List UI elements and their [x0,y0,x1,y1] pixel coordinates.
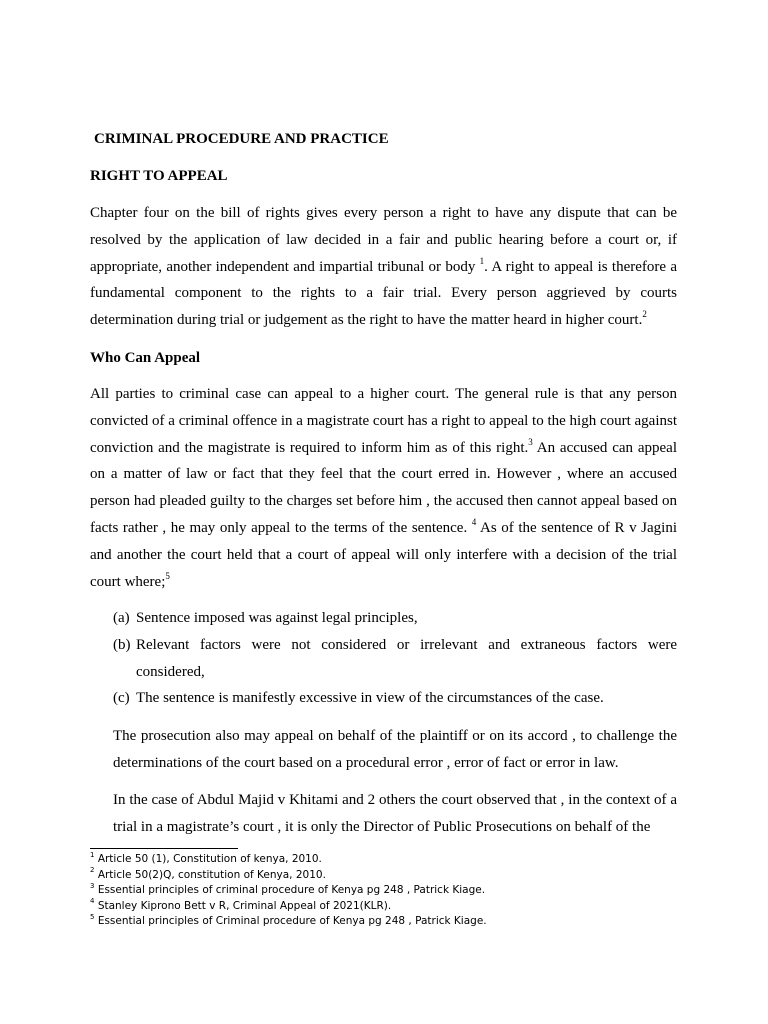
footnote-text: Essential principles of criminal procedure of Kenya pg 248 , Patrick Kiage. [97,884,486,896]
paragraph-text: Chapter four on the bill of rights gives every person a right to have any dispute that can be resolved by the application of law decided in a fair and public hearing before a court or, if appropriate, another independent and impartial tribunal or body [90,205,677,275]
footnote-number: 2 [90,866,95,874]
paragraph-right-to-appeal [90,200,677,334]
footnote-text: Stanley Kiprono Bett v R, Criminal Appeal of 2021(KLR). [97,899,392,912]
footnote-text: Essential principles of Criminal procedure of Kenya pg 248 , Patrick Kiage. [97,915,487,927]
footnote-item [90,868,690,884]
paragraph-text: An accused can appeal on a matter of law or fact that they feel that the court erred in. However , where an accused person had pleaded guilty to the charges set before him , the accused then cannot appeal based on facts rather , he may only appeal to the terms of the sentence. [90,439,678,536]
footnote-ref[interactable]: 1 [479,255,485,266]
footnote-number: 1 [90,850,95,859]
footnote-ref[interactable]: 3 [528,436,533,447]
footnote-number: 5 [90,912,95,921]
heading-right-to-appeal: RIGHT TO APPEAL [90,168,228,184]
paragraph-text: . A right to appeal is therefore a fundamental component to the rights to a fair trial. Every person aggrieved by courts determination during trial or judgement as the right to have the matter heard in higher court. [90,258,677,329]
paragraph-text: All parties to criminal case can appeal to a higher court. The general rule is that any person convicted of a criminal offence in a magistrate court has a right to appeal to the high court against conviction and the magistrate is required to inform him as of this right. [90,386,678,456]
list-item-text: Sentence imposed was against legal principles, [136,610,418,626]
footnote-ref[interactable]: 2 [642,309,647,320]
list-item [113,632,677,686]
footnote-text: Article 50(2)Q, constitution of Kenya, 2010. [97,868,326,881]
list-item-text: Relevant factors were not considered or irrelevant and extraneous factors were considered, [136,636,677,680]
list-item [113,685,677,712]
list-item [113,605,677,632]
list-marker: (c) [113,690,130,707]
appeal-conditions-list [113,605,677,712]
footnote-text: Article 50 (1), Constitution of kenya, 2010. [97,853,322,865]
document-title: CRIMINAL PROCEDURE AND PRACTICE [94,131,389,147]
heading-who-can-appeal: Who Can Appeal [90,350,201,366]
footnote-separator [90,848,238,849]
footnote-item [90,914,690,930]
footnote-item [90,852,690,868]
paragraph-case-abdul-majid: In the case of Abdul Majid v Khitami and 2 others the court observed that , in the context of a trial in a magistrate’s court , it is only the Director of Public Prosecutions on behalf of the [113,792,677,835]
list-item-text: The sentence is manifestly excessive in view of the circumstances of the case. [136,690,604,707]
footnote-item [90,883,690,899]
list-marker: (a) [113,610,130,626]
footnote-item [90,899,690,915]
paragraph-prosecution-appeal: The prosecution also may appeal on behalf of the plaintiff or on its accord , to challenge the determinations of the court based on a procedural error , error of fact or error in law. [113,728,677,771]
footnote-number: 4 [90,897,95,905]
paragraph-text: As of the sentence of R v Jagini and another the court held that a court of appeal will only interfere with a decision of the trial court where; [90,519,677,590]
list-marker: (b) [113,636,131,653]
footnote-ref[interactable]: 4 [471,516,477,527]
footnote-ref[interactable]: 5 [165,570,170,581]
footnote-number: 3 [90,881,95,890]
footnotes [90,852,690,930]
paragraph-who-can-appeal [90,381,677,595]
